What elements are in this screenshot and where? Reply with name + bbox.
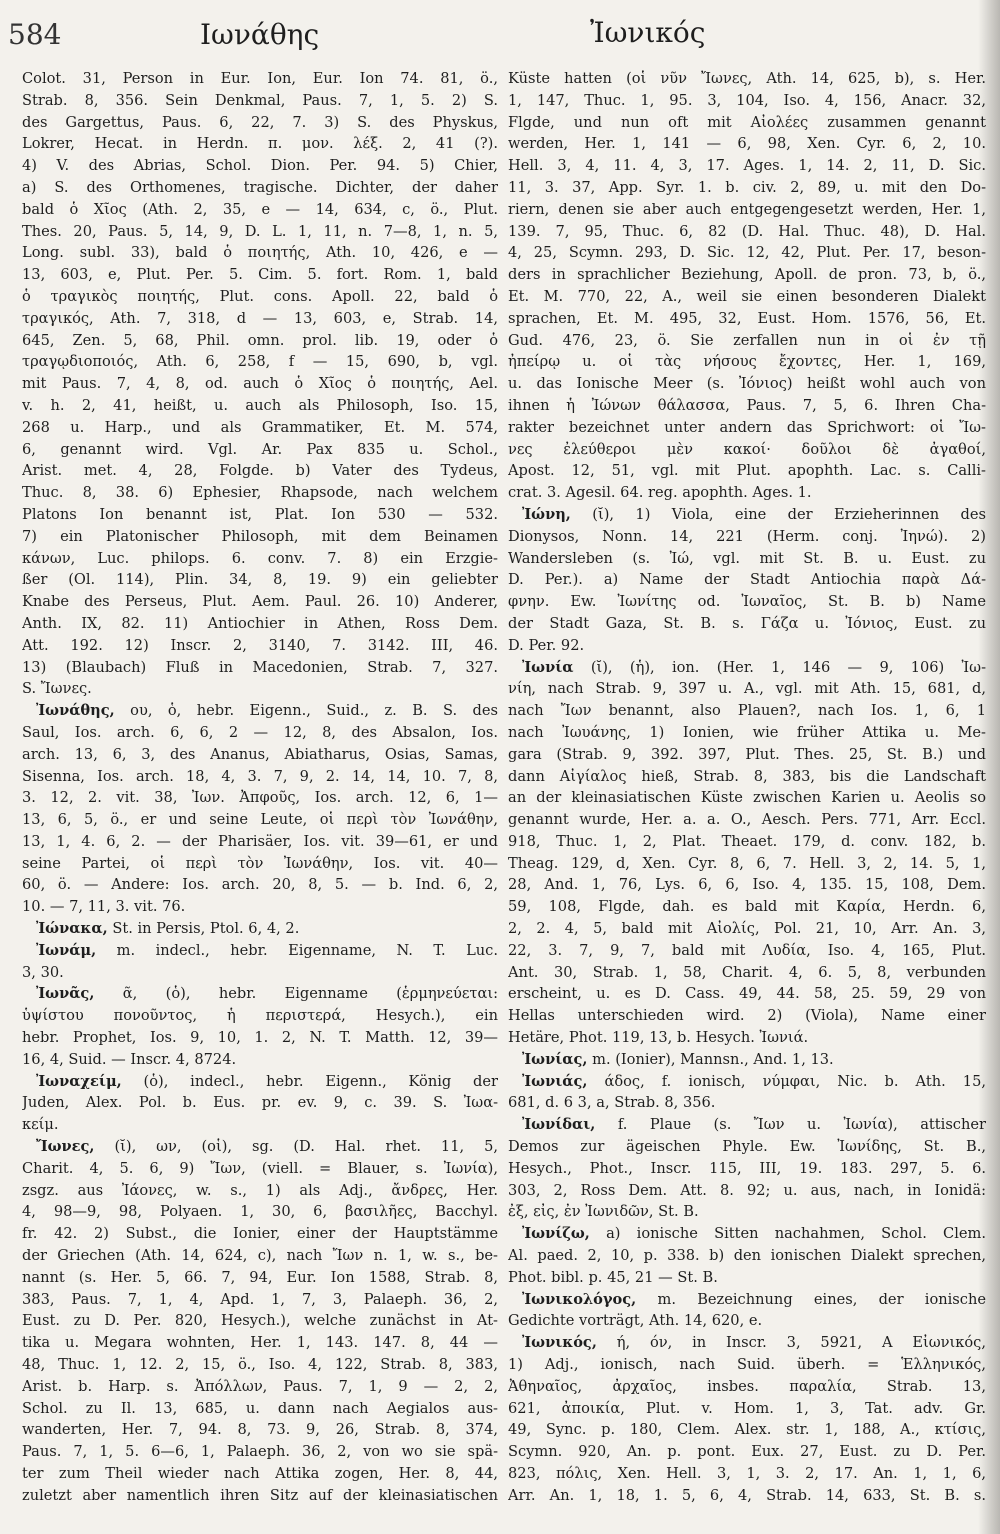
headword: Ἰωνᾶς, [36,985,95,1003]
line-text: τραγῳδιοποιός, Ath. 6, 258, f — 15, 690, b, vgl. [22,353,498,371]
line-text: Hell. 3, 4, 11. 4, 3, 17. Ages. 1, 14. 2, 11, D. Sic. [508,157,986,175]
line-text: 3, 30. [22,963,64,981]
headword: Ἰωνίδαι, [522,1116,596,1134]
line-text: seine Partei, οἱ περὶ τὸν Ἰωνάθην, Ios. vit. 40— [22,854,498,872]
text-line [22,199,498,221]
line-text: m. Bezeichnung eines, der ionische [636,1290,986,1308]
line-text: nach Ἰωυάνης, 1) Ionien, wie früher Attika u. Me- [508,723,986,741]
line-text: 4, 98—9, 98, Polyaen. 1, 30, 6, βασιλῆες, Bacchyl. [22,1203,498,1221]
text-line [508,744,986,766]
line-text: crat. 3. Agesil. 64. reg. apophth. Ages. 1. [508,484,812,502]
headword: Ἴωνες, [36,1138,95,1156]
line-text: 59, 108, Flgde, dah. es bald mit Καρία, Herdn. 6, [508,898,986,916]
text-line [22,1158,498,1180]
line-text: Colot. 31, Person in Eur. Ion, Eur. Ion 74. 81, ö., [22,70,498,87]
line-text: ὁ τραγικὸς ποιητής, Plut. cons. Apoll. 22, bald ὁ [22,287,498,305]
text-line [508,1005,986,1027]
line-text: ὑψίστου πονοῦντος, ἡ περιστερά, Hesych.), ein [22,1007,498,1025]
line-text: κείμ. [22,1116,59,1134]
line-text: zsgz. aus Ἰάονες, w. s., 1) als Adj., ἄνδρες, Her. [22,1181,498,1199]
text-line [22,90,498,112]
line-text: 303, 2, Ross Dem. Att. 8. 92; u. aus, nach, in Ionidä: [508,1181,986,1199]
headword: Ἰωνία [522,658,574,676]
line-text: 13, 603, e, Plut. Per. 5. Cim. 5. fort. Rom. 1, bald [22,266,498,284]
text-line [508,766,986,788]
text-line [508,526,986,548]
line-text: Strab. 8, 356. Sein Denkmal, Paus. 7, 1, 5. 2) S. [22,91,498,109]
line-text: an der kleinasiatischen Küste zwischen Karien u. Aeolis so [508,789,986,807]
line-text: τραγικός, Ath. 7, 318, d — 13, 603, e, Strab. 14, [22,309,498,327]
left-column [22,68,498,1507]
headword: Ἰωνίζω, [522,1225,590,1243]
line-text: Hellas unterschieden wird. 2) (Viola), Name einer [508,1007,986,1025]
line-text: 13, 1, 4. 6, 2. — der Pharisäer, Ios. vit. 39—61, er und [22,832,498,850]
line-text: 645, Zen. 5, 68, Phil. omn. prol. lib. 19, oder ὁ [22,331,498,349]
line-text: φνην. Ew. Ἰωνίτης od. Ἰωναῖος, St. B. b) Name [508,593,986,611]
text-line [508,1463,986,1485]
text-line [508,1136,986,1158]
line-text: Knabe des Perseus, Plut. Aem. Paul. 26. 10) Anderer, [22,593,498,611]
text-line [508,809,986,831]
line-text: 621, ἀποικία, Plut. v. Hom. 1, 3, Tat. adv. Gr. [508,1399,986,1417]
headword: Ἰωνικός, [522,1334,597,1352]
text-line [22,678,498,700]
line-text: 2, 2. 4, 5, bald mit Αἰολίς, Pol. 21, 10, Arr. An. 3, [508,920,986,938]
running-head-left: Ιωνάθης [200,18,320,51]
entry-headword-line [508,1223,986,1245]
line-text: rakter bezeichnet unter andern das Sprichwort: οἱ Ἴω- [508,418,986,436]
line-text: D. Per. 92. [508,636,585,654]
line-text: des Gargettus, Paus. 6, 22, 7. 3) S. des Physkus, [22,113,498,131]
line-text: hebr. Prophet, Ios. 9, 10, 1. 2, N. T. Matth. 12, 39— [22,1029,498,1047]
text-line [22,766,498,788]
text-line [508,613,986,635]
line-text: ἠπείρῳ u. οἱ τὰς νήσους ἔχοντες, Her. 1, 169, [508,353,986,371]
text-line [22,1441,498,1463]
line-text: Ant. 30, Strab. 1, 58, Charit. 4, 6. 5, 8, verbunden [508,963,986,981]
text-line [22,1485,498,1507]
text-line [22,1332,498,1354]
line-text: arch. 13, 6, 3, des Ananus, Abiatharus, Osias, Samas, [22,745,498,763]
line-text: S. Ἴωνες. [22,680,92,698]
text-line [22,722,498,744]
line-text: 918, Thuc. 1, 2, Plat. Theaet. 179, d. conv. 182, b. [508,832,986,850]
headword: Ἰωνάθης, [36,702,115,720]
text-line [508,1310,986,1332]
text-line [22,395,498,417]
text-line [22,68,498,90]
line-text: 48, Thuc. 1, 12. 2, 15, ö., Iso. 4, 122, Strab. 8, 383, [22,1356,498,1374]
text-line [22,439,498,461]
line-text: Saul, Ios. arch. 6, 6, 2 — 12, 8, des Absalon, Ios. [22,723,498,741]
entry-headword-line [22,700,498,722]
line-text: Scymn. 920, An. p. pont. Eux. 27, Eust. zu D. Per. [508,1443,986,1461]
text-line [508,1092,986,1114]
text-line [22,1310,498,1332]
line-text: 28, And. 1, 76, Lys. 6, 6, Iso. 4, 135. 15, 108, Dem. [508,876,986,894]
text-line [508,199,986,221]
text-line [22,1398,498,1420]
text-line [22,591,498,613]
line-text: ᾶ, (ὁ), hebr. Eigenname (ἑρμηνεύεται: [94,985,498,1003]
line-text: 10. — 7, 11, 3. vit. 76. [22,898,186,916]
line-text: Demos zur ägeischen Phyle. Ew. Ἰωνίδης, St. B., [508,1138,986,1156]
line-text: Hesych., Phot., Inscr. 115, III, 19. 183. 297, 5. 6. [508,1159,986,1177]
line-text: nach Ἴων benannt, also Plauen?, nach Ios. 1, 6, 1 [508,702,986,720]
text-line [22,1289,498,1311]
line-text: Arr. An. 1, 18, 1. 5, 6, 4, Strab. 14, 633, St. B. s. [508,1486,986,1504]
line-text: 13) (Blaubach) Fluß in Macedonien, Strab. 7, 327. [22,658,498,676]
text-line [22,809,498,831]
line-text: nannt (s. Her. 5, 66. 7, 94, Eur. Ion 1588, Strab. 8, [22,1268,498,1286]
line-text: riern, denen sie aber auch entgegengesetzt werden, Her. 1, [508,200,986,218]
line-text: Ἀθηναῖος, ἀρχαῖος, insbes. παραλία, Strab. 13, [508,1377,986,1395]
line-text: bald ὁ Χῖος (Ath. 2, 35, e — 14, 634, c, ö., Plut. [22,200,498,218]
text-line [508,1485,986,1507]
text-line [22,221,498,243]
text-line [508,1441,986,1463]
line-text: Platons Ion benannt ist, Plat. Ion 530 — 532. [22,505,498,523]
text-line [22,264,498,286]
line-text: 16, 4, Suid. — Inscr. 4, 8724. [22,1050,237,1068]
headword: Ἰωνάμ, [36,941,97,959]
text-line [508,940,986,962]
line-text: ßer (Ol. 114), Plin. 34, 8, 19. 9) ein geliebter [22,571,498,589]
text-line [508,569,986,591]
line-text: νες ἐλεύθεροι μὲν κακοί· δοῦλοι δὲ ἀγαθοί, [508,440,986,458]
entry-headword-line [508,1049,986,1071]
entry-headword-line [22,1071,498,1093]
text-line [508,373,986,395]
line-text: Thes. 20, Paus. 5, 14, 9, D. L. 1, 11, n. 7—8, 1, n. 5, [22,222,498,240]
line-text: Sisenna, Ios. arch. 18, 4, 3. 7, 9, 2. 14, 14, 10. 7, 8, [22,767,498,785]
line-text: Et. M. 770, 22, A., weil sie einen besonderen Dialekt [508,287,986,305]
text-line [22,1376,498,1398]
line-text: Juden, Alex. Pol. b. Eus. pr. ev. 9, c. 39. S. Ἰωα- [22,1094,498,1112]
text-line [22,1005,498,1027]
line-text: 1) Adj., ionisch, nach Suid. überh. = Ἑλληνικός, [508,1356,986,1374]
text-line [508,1354,986,1376]
text-line [508,177,986,199]
text-line [508,221,986,243]
line-text: 6, genannt wird. Vgl. Ar. Pax 835 u. Schol., [22,440,498,458]
text-line [22,1223,498,1245]
line-text: der Stadt Gaza, St. B. s. Γάζα u. Ἰόνιος, Eust. zu [508,614,986,632]
line-text: ihnen ἡ Ἰώνων θάλασσα, Paus. 7, 5, 6. Ihren Cha- [508,396,986,414]
text-line [508,787,986,809]
entry-headword-line [22,1136,498,1158]
text-line [508,417,986,439]
text-line [22,1267,498,1289]
line-text: der Griechen (Ath. 14, 624, c), nach Ἴων n. 1, w. s., be- [22,1247,498,1265]
line-text: f. Plaue (s. Ἴων u. Ἰωνία), attischer [595,1116,986,1134]
text-line [508,591,986,613]
text-line [508,722,986,744]
text-line [508,133,986,155]
line-text: (ῐ), ων, (οἱ), sg. (D. Hal. rhet. 11, 5, [94,1138,498,1156]
text-line [22,330,498,352]
line-text: Lokrer, Hecat. in Herdn. π. μον. λέξ. 2, 41 (?). [22,135,498,153]
line-text: Anth. IX, 82. 11) Antiochier in Athen, Ross Dem. [22,614,498,632]
line-text: u. das Ionische Meer (s. Ἰόνιος) heißt wohl auch von [508,375,986,393]
line-text: Paus. 7, 1, 5. 6—6, 1, Palaeph. 36, 2, von wo sie spä- [22,1443,498,1461]
text-line [508,68,986,90]
text-line [508,853,986,875]
line-text: Att. 192. 12) Inscr. 2, 3140, 7. 3142. III, 46. [22,636,498,654]
headword: Ἰωνίας, [522,1050,588,1068]
text-line [22,1201,498,1223]
line-text: Gud. 476, 23, ö. Sie zerfallen nun in οἱ ἐν τῇ [508,331,986,349]
text-line [22,1027,498,1049]
text-line [22,417,498,439]
text-line [22,896,498,918]
line-text: Gedichte vorträgt, Ath. 14, 620, e. [508,1312,763,1330]
text-line [508,439,986,461]
line-text: 383, Paus. 7, 1, 4, Apd. 1, 7, 3, Palaeph. 36, 2, [22,1290,498,1308]
text-line [508,700,986,722]
line-text: 7) ein Platonischer Philosoph, mit dem Beinamen [22,527,498,545]
headword: Ἰωνιάς, [522,1072,588,1090]
line-text: m. (Ionier), Mannsn., And. 1, 13. [587,1050,834,1068]
line-text: Hetäre, Phot. 119, 13, b. Hesych. Ἰωνιά. [508,1029,809,1047]
line-text: (ῐ), 1) Viola, eine der Erzieherinnen des [570,505,986,523]
text-line [22,1114,498,1136]
text-line [22,657,498,679]
headword: Ἰωναχείμ, [36,1072,122,1090]
line-text: Schol. zu Il. 13, 685, u. dann nach Aegialos aus- [22,1399,498,1417]
text-line [508,395,986,417]
line-text: gara (Strab. 9, 392. 397, Plut. Thes. 25, St. B.) und [508,745,986,763]
line-text: Charit. 4, 5. 6, 9) Ἴων, (viell. = Blauer, s. Ἰωνία), [22,1159,498,1177]
line-text: v. h. 2, 41, heißt, u. auch als Philosoph, Iso. 15, [22,396,498,414]
line-text: 139. 7, 95, Thuc. 6, 82 (D. Hal. Thuc. 48), D. Hal. [508,222,986,240]
line-text: Dionysos, Nonn. 14, 221 (Herm. conj. Ἰηνώ). 2) [508,527,986,545]
text-line [22,482,498,504]
text-line [508,90,986,112]
entry-headword-line [22,918,498,940]
text-line [22,853,498,875]
line-text: 823, πόλις, Xen. Hell. 3, 1, 3. 2, 17. An. 1, 1, 6, [508,1465,986,1482]
line-text: 49, Sync. p. 180, Clem. Alex. str. 1, 188, A., κτίσις, [508,1421,986,1439]
right-column [508,68,986,1507]
text-line [508,962,986,984]
text-line [22,1245,498,1267]
line-text: Long. subl. 33), bald ὁ ποιητής, Ath. 10, 426, e — [22,244,498,262]
line-text: Theag. 129, d, Xen. Cyr. 8, 6, 7. Hell. 3, 2, 14. 5, 1, [508,854,986,872]
line-text: Al. paed. 2, 10, p. 338. b) den ionischen Dialekt sprechen, [508,1247,986,1265]
line-text: 3. 12, 2. vit. 38, Ἰων. Ἀπφοῦς, Ios. arch. 12, 6, 1— [22,789,498,807]
text-line [508,1180,986,1202]
text-line [508,155,986,177]
line-text: ἐξ, εἰς, ἐν Ἰωνιδῶν, St. B. [508,1203,699,1221]
line-text: werden, Her. 1, 141 — 6, 98, Xen. Cyr. 6, 2, 10. [508,135,986,153]
line-text: a) ionische Sitten nachahmen, Schol. Clem. [589,1225,986,1243]
line-text: a) S. des Orthomenes, tragische. Dichter, der daher [22,178,498,196]
line-text: (ῐ), (ἡ), ion. (Her. 1, 146 — 9, 106) Ἰω- [573,658,986,676]
line-text: mit Paus. 7, 4, 8, od. auch ὁ Χῖος ὁ ποιητής, Ael. [22,375,498,393]
text-line [508,1027,986,1049]
text-line [22,1354,498,1376]
line-text: (ὁ), indecl., hebr. Eigenn., König der [121,1072,498,1090]
entry-headword-line [508,1114,986,1136]
headword: Ἰώνακα, [36,920,108,938]
line-text: erscheint, u. es D. Cass. 49, 44. 58, 25. 59, 29 von [508,985,986,1003]
text-line [508,1158,986,1180]
text-line [22,613,498,635]
page-number: 584 [8,18,62,51]
line-text: Phot. bibl. p. 45, 21 — St. B. [508,1268,718,1286]
line-text: νίη, nach Strab. 9, 397 u. A., vgl. mit Ath. 15, 681, d, [508,680,986,698]
line-text: fr. 42. 2) Subst., die Ionier, einer der Hauptstämme [22,1225,498,1243]
entry-headword-line [508,1289,986,1311]
text-line [508,308,986,330]
line-text: St. in Persis, Ptol. 6, 4, 2. [107,920,300,938]
line-text: κάνων, Luc. philops. 6. conv. 7. 8) ein Erzgie- [22,549,498,567]
text-line [508,1267,986,1289]
text-line [22,1419,498,1441]
text-line [22,460,498,482]
text-line [508,678,986,700]
line-text: Wandersleben (s. Ἰώ, vgl. mit St. B. u. Eust. zu [508,549,986,567]
text-line [22,874,498,896]
line-text: Thuc. 8, 38. 6) Ephesier, Rhapsode, nach welchem [22,484,498,502]
line-text: tika u. Megara wohnten, Her. 1, 143. 147. 8, 44 — [22,1334,498,1352]
line-text: Flgde, und nun oft mit Αἰολέες zusammen genannt [508,113,986,131]
text-line [508,1245,986,1267]
text-line [508,351,986,373]
line-text: 681, d. 6 3, a, Strab. 8, 356. [508,1094,716,1112]
text-line [22,373,498,395]
line-text: 60, ö. — Andere: Ios. arch. 20, 8, 5. — b. Ind. 6, 2, [22,876,498,894]
line-text: Arist. b. Harp. s. Ἀπόλλων, Paus. 7, 1, 9 — 2, 2, [22,1377,498,1395]
headword: Ἰωνικολόγος, [522,1290,637,1308]
text-line [508,264,986,286]
text-line [508,896,986,918]
entry-headword-line [22,983,498,1005]
text-line [22,286,498,308]
line-text: 4, 25, Scymn. 293, D. Sic. 12, 42, Plut. Per. 17, beson- [508,244,986,262]
line-text: Arist. met. 4, 28, Folgde. b) Vater des Tydeus, [22,462,498,480]
line-text: 4) V. des Abrias, Schol. Dion. Per. 94. 5) Chier, [22,157,498,175]
text-line [508,1398,986,1420]
text-line [22,308,498,330]
text-line [508,1419,986,1441]
text-line [22,112,498,134]
line-text: D. Per.). a) Name der Stadt Antiochia παρὰ Δά- [508,571,986,589]
text-line [508,874,986,896]
entry-headword-line [22,940,498,962]
line-text: 13, 6, 5, ö., er und seine Leute, οἱ περὶ τὸν Ἰωνάθην, [22,811,498,829]
text-line [22,133,498,155]
entry-headword-line [508,1071,986,1093]
text-line [508,831,986,853]
entry-headword-line [508,1332,986,1354]
line-text: sprachen, Et. M. 495, 32, Eust. Hom. 1576, 56, Et. [508,309,986,327]
line-text: zuletzt aber namentlich ihren Sitz auf der kleinasiatischen [22,1486,498,1504]
entry-headword-line [508,657,986,679]
line-text: Apost. 12, 51, vgl. mit Plut. apophth. Lac. s. Calli- [508,462,986,480]
text-line [508,635,986,657]
line-text: genannt wurde, Her. a. a. O., Aesch. Pers. 771, Arr. Eccl. [508,811,986,829]
line-text: dann Αἰγίαλος hieß, Strab. 8, 383, bis die Landschaft [508,767,986,785]
line-text: ή, όν, in Inscr. 3, 5921, A Εἰωνικός, [596,1334,986,1352]
text-line [22,526,498,548]
headword: Ἰώνη, [522,505,571,523]
text-line [22,1049,498,1071]
line-text: ter zum Theil wieder nach Attika zogen, Her. 8, 44, [22,1465,498,1482]
text-line [22,155,498,177]
line-text: Küste hatten (οἱ νῦν Ἴωνες, Ath. 14, 625, b), s. Her. [508,70,986,87]
text-line [22,1463,498,1485]
text-line [22,548,498,570]
text-line [22,177,498,199]
text-line [508,112,986,134]
running-head-right: Ἰωνικός [590,16,706,49]
text-line [22,831,498,853]
text-line [508,460,986,482]
text-line [22,787,498,809]
line-text: Eust. zu D. Per. 820, Hesych.), welche zunächst in At- [22,1312,498,1330]
text-line [22,351,498,373]
line-text: wanderten, Her. 7, 94. 8, 73. 9, 26, Strab. 8, 374, [22,1421,498,1439]
text-line [22,744,498,766]
text-line [508,548,986,570]
text-line [508,1376,986,1398]
text-line [508,482,986,504]
line-text: 11, 3. 37, App. Syr. 1. b. civ. 2, 89, u. mit den Do- [508,178,986,196]
text-line [508,1201,986,1223]
line-text: 22, 3. 7, 9, 7, bald mit Λυδία, Iso. 4, 165, Plut. [508,941,986,959]
text-line [22,1092,498,1114]
line-text: ου, ὁ, hebr. Eigenn., Suid., z. B. S. des [114,702,498,720]
text-line [508,918,986,940]
text-line [508,983,986,1005]
line-text: ders in sprachlicher Beziehung, Apoll. de pron. 73, b, ö., [508,266,986,284]
line-text: m. indecl., hebr. Eigenname, N. T. Luc. [96,941,498,959]
text-line [22,242,498,264]
text-line [22,635,498,657]
entry-headword-line [508,504,986,526]
text-line [22,962,498,984]
text-line [508,286,986,308]
text-line [22,1180,498,1202]
text-line [508,242,986,264]
text-line [508,330,986,352]
line-text: 268 u. Harp., und als Grammatiker, Et. M. 574, [22,418,498,436]
text-line [22,569,498,591]
line-text: 1, 147, Thuc. 1, 95. 3, 104, Iso. 4, 156, Anacr. 32, [508,91,986,109]
text-line [22,504,498,526]
line-text: άδος, f. ionisch, νύμφαι, Nic. b. Ath. 15, [587,1072,986,1090]
